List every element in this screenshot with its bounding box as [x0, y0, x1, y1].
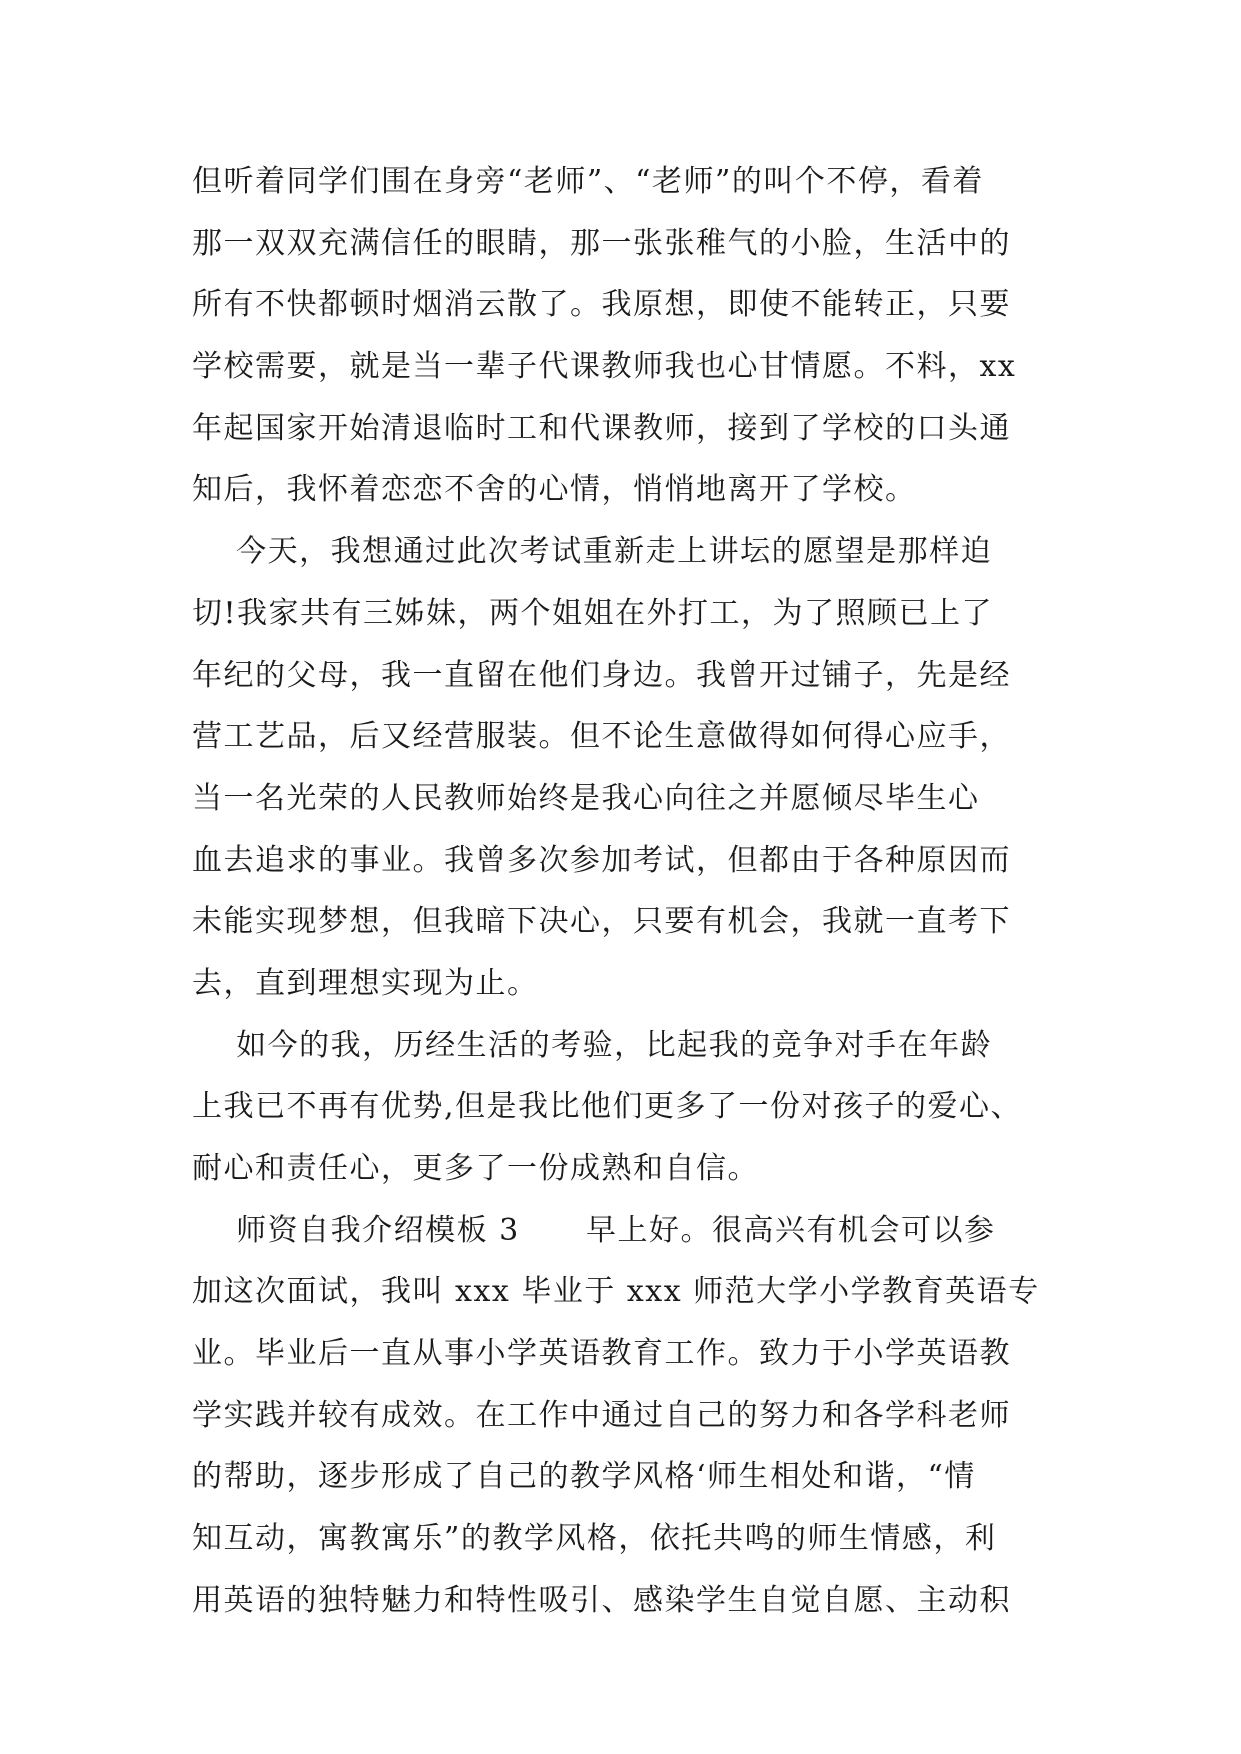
text-line: 上我已不再有优势,但是我比他们更多了一份对孩子的爱心、 — [192, 1089, 1023, 1125]
text-line: 加这次面试，我叫 xxx 毕业于 xxx 师范大学小学教育英语专 — [192, 1274, 1040, 1310]
document-body — [192, 151, 1052, 1632]
text-line: 业。毕业后一直从事小学英语教育工作。致力于小学英语教 — [192, 1336, 1011, 1372]
text-line: 所有不快都顿时烟消云散了。我原想，即使不能转正，只要 — [192, 287, 1011, 323]
text-line: 知互动，寓教寓乐”的教学风格，依托共鸣的师生情感，利 — [192, 1521, 997, 1557]
text-line: 用英语的独特魅力和特性吸引、感染学生自觉自愿、主动积 — [192, 1582, 1011, 1618]
text-line: 去，直到理想实现为止。 — [192, 965, 539, 1001]
text-line: 年起国家开始清退临时工和代课教师，接到了学校的口头通 — [192, 410, 1011, 446]
text-line: 知后，我怀着恋恋不舍的心情，悄悄地离开了学校。 — [192, 472, 917, 508]
text-line: 切!我家共有三姊妹，两个姐姐在外打工，为了照顾已上了 — [192, 595, 994, 631]
text-line: 学实践并较有成效。在工作中通过自己的努力和各学科老师 — [192, 1397, 1011, 1433]
text-line: 营工艺品，后又经营服装。但不论生意做得如何得心应手， — [192, 719, 1011, 755]
text-line: 那一双双充满信任的眼睛，那一张张稚气的小脸，生活中的 — [192, 225, 1011, 261]
text-line: 当一名光荣的人民教师始终是我心向往之并愿倾尽毕生心 — [192, 780, 980, 816]
text-line: 但听着同学们围在身旁“老师”、“老师”的叫个不停，看着 — [192, 164, 984, 199]
section-heading-line: 师资自我介绍模板 3 早上好。很高兴有机会可以参 — [192, 1212, 996, 1248]
text-line: 耐心和责任心，更多了一份成熟和自信。 — [192, 1151, 759, 1186]
text-line: 的帮助，逐步形成了自己的教学风格‘师生相处和谐，“情 — [192, 1459, 976, 1495]
text-line: 学校需要，就是当一辈子代课教师我也心甘情愿。不料，xx — [192, 349, 1017, 385]
text-line: 未能实现梦想，但我暗下决心，只要有机会，我就一直考下 — [192, 904, 1011, 940]
text-line: 血去追求的事业。我曾多次参加考试，但都由于各种原因而 — [192, 842, 1011, 878]
paragraph-start-line: 今天，我想通过此次考试重新走上讲坛的愿望是那样迫 — [192, 534, 993, 570]
paragraph-start-line: 如今的我，历经生活的考验，比起我的竞争对手在年龄 — [192, 1027, 993, 1063]
text-line: 年纪的父母，我一直留在他们身边。我曾开过铺子，先是经 — [192, 657, 1011, 693]
